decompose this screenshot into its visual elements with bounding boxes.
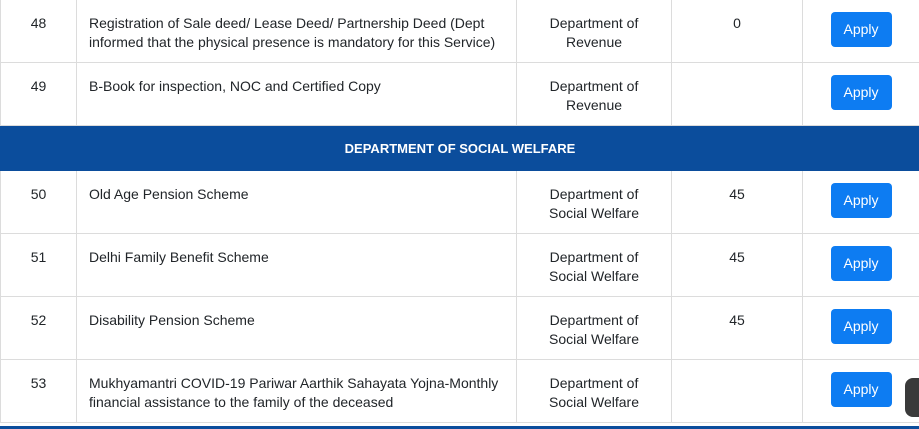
table-row <box>1 0 919 63</box>
department-line: Social Welfare <box>548 268 639 284</box>
department-line: Department of <box>549 78 639 94</box>
service-name <box>77 171 517 234</box>
department <box>517 360 672 423</box>
service-name-line: Delhi Family Benefit Scheme <box>89 249 269 265</box>
department <box>517 171 672 234</box>
serial-number: 50 <box>1 171 77 234</box>
serial-number: 52 <box>1 297 77 360</box>
department-line: Department of <box>549 15 639 31</box>
service-name <box>77 234 517 297</box>
timeline-days: 45 <box>672 234 803 297</box>
table-row <box>1 360 919 423</box>
department-line: Department of <box>549 249 639 265</box>
service-name <box>77 0 517 63</box>
action-cell <box>803 171 919 234</box>
timeline-days: 0 <box>672 0 803 63</box>
action-cell <box>803 360 919 423</box>
service-name-line: informed that the physical presence is mandatory for this Service) <box>89 34 496 50</box>
serial-number: 49 <box>1 63 77 126</box>
department-line: Department of <box>549 375 639 391</box>
department-line: Department of <box>549 186 639 202</box>
apply-button[interactable]: Apply <box>831 372 892 407</box>
action-cell <box>803 297 919 360</box>
action-cell <box>803 63 919 126</box>
table-row <box>1 63 919 126</box>
serial-number: 51 <box>1 234 77 297</box>
department-line: Revenue <box>565 34 623 50</box>
service-name-line: Old Age Pension Scheme <box>89 186 249 202</box>
department-line: Social Welfare <box>548 205 639 221</box>
table-row <box>1 171 919 234</box>
serial-number: 48 <box>1 0 77 63</box>
apply-button[interactable]: Apply <box>831 75 892 110</box>
department <box>517 234 672 297</box>
apply-button[interactable]: Apply <box>831 183 892 218</box>
apply-button[interactable]: Apply <box>831 309 892 344</box>
timeline-days <box>672 360 803 423</box>
service-name-line: Registration of Sale deed/ Lease Deed/ Partnership Deed (Dept <box>89 15 485 31</box>
table-row <box>1 234 919 297</box>
service-name <box>77 297 517 360</box>
apply-button[interactable]: Apply <box>831 246 892 281</box>
section-title: DEPARTMENT OF SOCIAL WELFARE <box>1 126 919 171</box>
table-row <box>1 297 919 360</box>
department <box>517 297 672 360</box>
timeline-days: 45 <box>672 171 803 234</box>
department-line: Revenue <box>565 97 623 113</box>
service-name-line: Disability Pension Scheme <box>89 312 255 328</box>
section-header-row <box>1 126 919 171</box>
service-name-line: financial assistance to the family of the deceased <box>89 394 394 410</box>
service-name-line: Mukhyamantri COVID-19 Pariwar Aarthik Sahayata Yojna-Monthly <box>89 375 499 391</box>
department <box>517 63 672 126</box>
floating-side-widget[interactable] <box>905 378 919 417</box>
service-name <box>77 63 517 126</box>
department-line: Department of <box>549 312 639 328</box>
timeline-days: 45 <box>672 297 803 360</box>
department-line: Social Welfare <box>548 394 639 410</box>
service-name-line: B-Book for inspection, NOC and Certified Copy <box>89 78 381 94</box>
department-line: Social Welfare <box>548 331 639 347</box>
service-name <box>77 360 517 423</box>
department <box>517 0 672 63</box>
action-cell <box>803 234 919 297</box>
timeline-days <box>672 63 803 126</box>
apply-button[interactable]: Apply <box>831 12 892 47</box>
serial-number: 53 <box>1 360 77 423</box>
action-cell <box>803 0 919 63</box>
